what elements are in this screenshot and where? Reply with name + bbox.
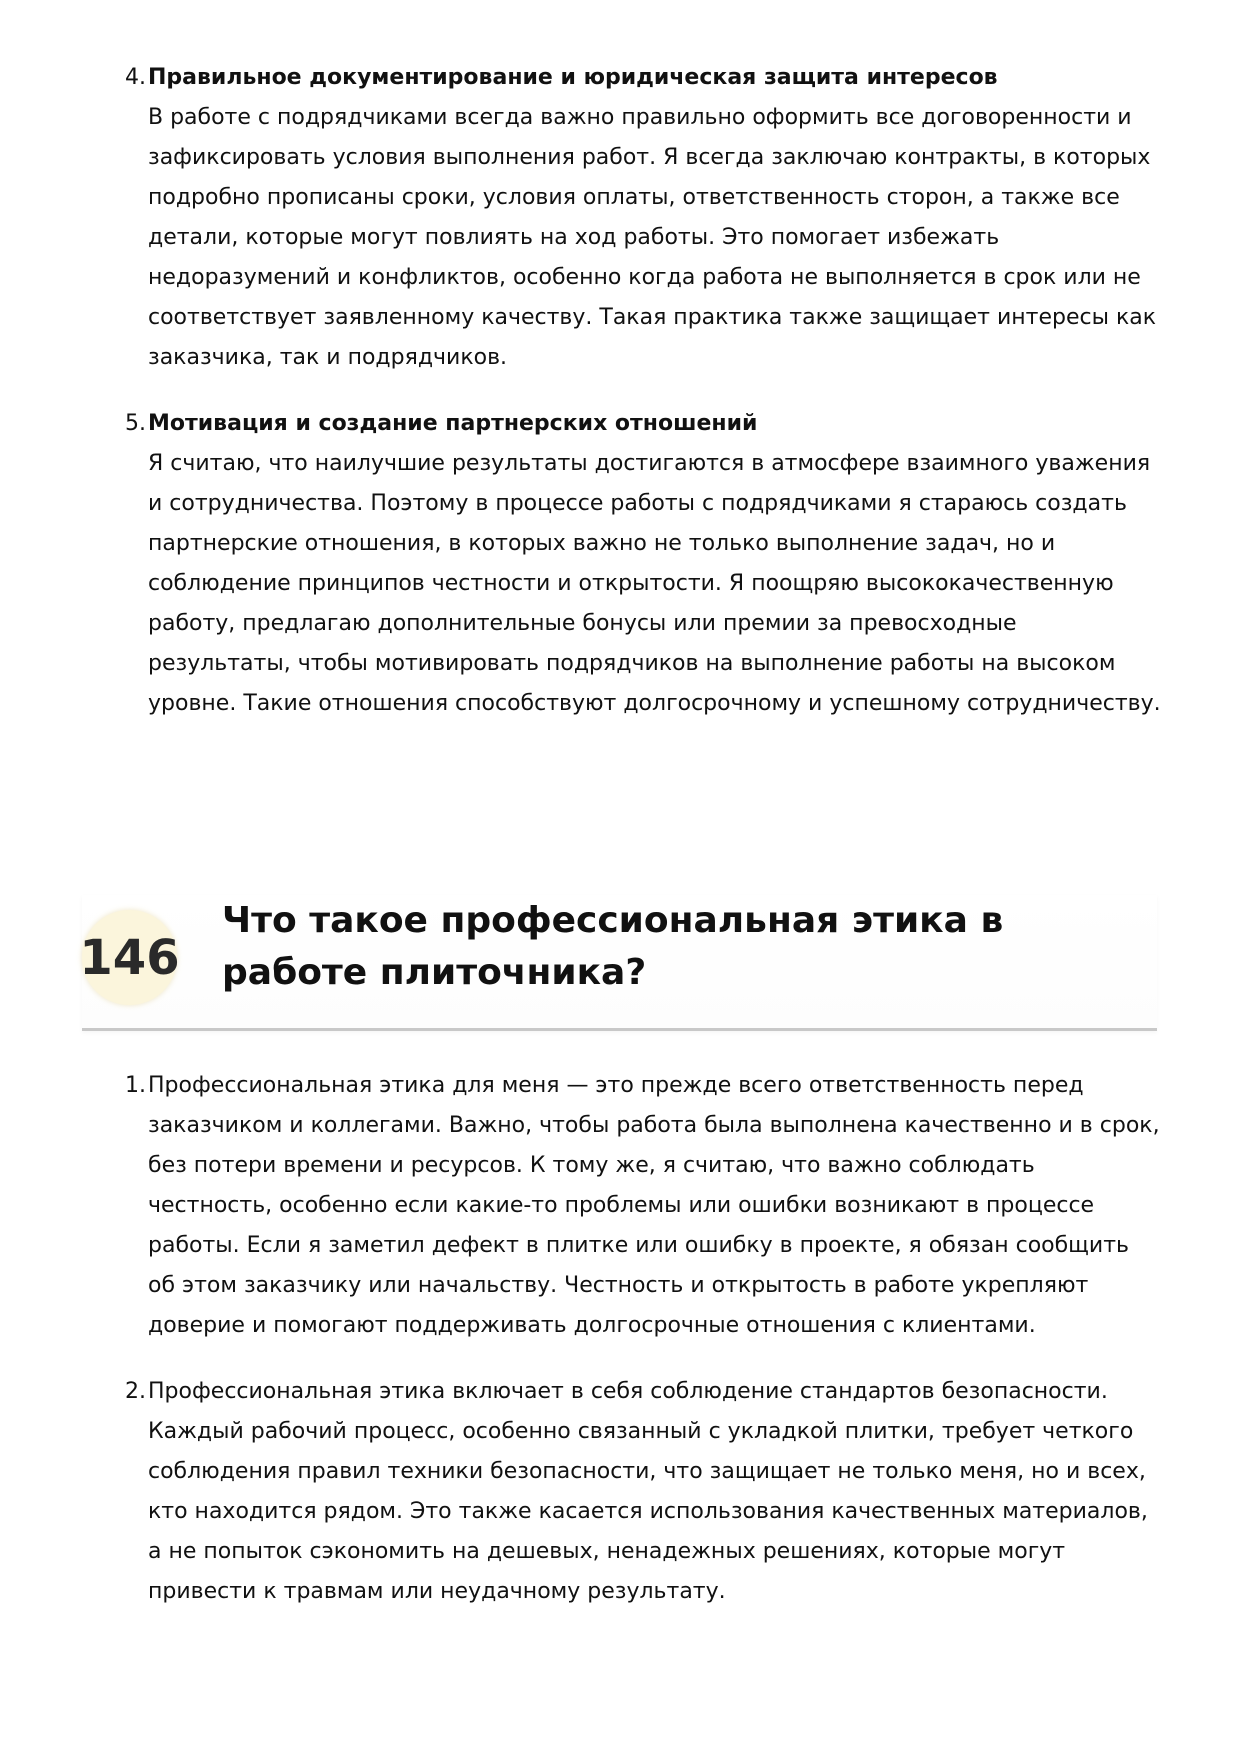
- list-item-number: 2.: [125, 1379, 146, 1404]
- section-number-badge: 146: [82, 910, 177, 1005]
- list-item: [112, 1372, 1162, 1612]
- list-item-number: 1.: [125, 1073, 146, 1098]
- list-item-title: Правильное документирование и юридическая защита интересов: [148, 65, 998, 90]
- list-item-body: Я считаю, что наилучшие результаты достигаются в атмосфере взаимного уважения и сотрудничества. Поэтому в процессе работы с подрядчиками я стараюсь создать партнерские отношения, в которых важно не только выполнение задач, но и соблюдение принципов честности и открытости. Я поощряю высококачественную работу, предлагаю дополнительные бонусы или премии за превосходные результаты, чтобы мотивировать подрядчиков на выполнение работы на высоком уровне. Такие отношения способствуют долгосрочному и успешному сотрудничеству.: [148, 451, 1161, 716]
- section-header: [79, 895, 1157, 1031]
- numbered-list-bottom: [112, 1066, 1162, 1638]
- list-item: [112, 1066, 1162, 1346]
- numbered-list-top: [112, 58, 1162, 750]
- list-item-body: В работе с подрядчиками всегда важно правильно оформить все договоренности и зафиксировать условия выполнения работ. Я всегда заключаю контракты, в которых подробно прописаны сроки, условия оплаты, ответственность сторон, а также все детали, которые могут повлиять на ход работы. Это помогает избежать недоразумений и конфликтов, особенно когда работа не выполняется в срок или не соответствует заявленному качеству. Такая практика также защищает интересы как заказчика, так и подрядчиков.: [148, 105, 1157, 370]
- list-item-title: Мотивация и создание партнерских отношений: [148, 411, 758, 436]
- list-item-number: 5.: [125, 411, 146, 436]
- list-item-text: Профессиональная этика включает в себя соблюдение стандартов безопасности. Каждый рабочий процесс, особенно связанный с укладкой плитки, требует четкого соблюдения правил техники безопасности, что защищает не только меня, но и всех, кто находится рядом. Это также касается использования качественных материалов, а не попыток сэкономить на дешевых, ненадежных решениях, которые могут привести к травмам или неудачному результату.: [148, 1379, 1148, 1604]
- list-item: [112, 404, 1162, 724]
- list-item: [112, 58, 1162, 378]
- list-item-number: 4.: [125, 65, 146, 90]
- list-item-text: Профессиональная этика для меня — это прежде всего ответственность перед заказчиком и коллегами. Важно, чтобы работа была выполнена качественно и в срок, без потери времени и ресурсов. К тому же, я считаю, что важно соблюдать честность, особенно если какие-то проблемы или ошибки возникают в процессе работы. Если я заметил дефект в плитке или ошибку в проекте, я обязан сообщить об этом заказчику или начальству. Честность и открытость в работе укрепляют доверие и помогают поддерживать долгосрочные отношения с клиентами.: [148, 1073, 1160, 1338]
- section-title: Что такое профессиональная этика в работе плиточника?: [222, 900, 1004, 993]
